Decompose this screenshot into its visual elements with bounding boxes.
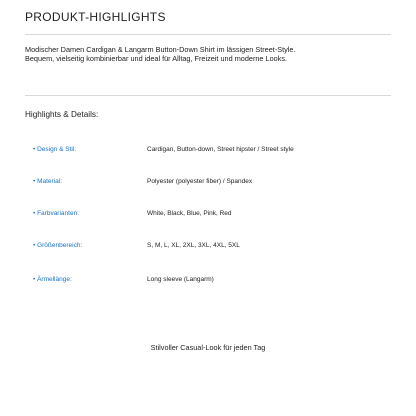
detail-value: Polyester (polyester fiber) / Spandex bbox=[147, 178, 253, 185]
details-title: Highlights & Details: bbox=[25, 110, 99, 119]
detail-label: • Ärmellänge: bbox=[33, 276, 72, 283]
detail-value: White, Black, Blue, Pink, Red bbox=[147, 210, 232, 217]
intro-line: Modischer Damen Cardigan & Langarm Button-Down Shirt im lässigen Street-Style. bbox=[25, 45, 296, 54]
heading-divider bbox=[25, 34, 391, 35]
detail-value: S, M, L, XL, 2XL, 3XL, 4XL, 5XL bbox=[147, 242, 240, 249]
intro-divider bbox=[25, 95, 391, 96]
detail-label: • Größenbereich: bbox=[33, 242, 83, 249]
detail-row-design bbox=[0, 146, 416, 156]
intro-text bbox=[25, 45, 395, 63]
detail-row-sizes bbox=[0, 242, 416, 252]
detail-value: Long sleeve (Langarm) bbox=[147, 276, 214, 283]
detail-label: • Farbvarianten: bbox=[33, 210, 79, 217]
detail-row-sleeve bbox=[0, 276, 416, 286]
section-heading: PRODUKT-HIGHLIGHTS bbox=[25, 10, 166, 24]
detail-row-material bbox=[0, 178, 416, 188]
detail-row-colors bbox=[0, 210, 416, 220]
detail-value: Cardigan, Button-down, Street hipster / Street style bbox=[147, 146, 294, 153]
detail-label: • Material: bbox=[33, 178, 63, 185]
footer-tagline: Stilvoller Casual-Look für jeden Tag bbox=[150, 343, 266, 352]
intro-line: Bequem, vielseitig kombinierbar und ideal für Alltag, Freizeit und moderne Looks. bbox=[25, 54, 288, 63]
detail-label: • Design & Stil: bbox=[33, 146, 77, 153]
